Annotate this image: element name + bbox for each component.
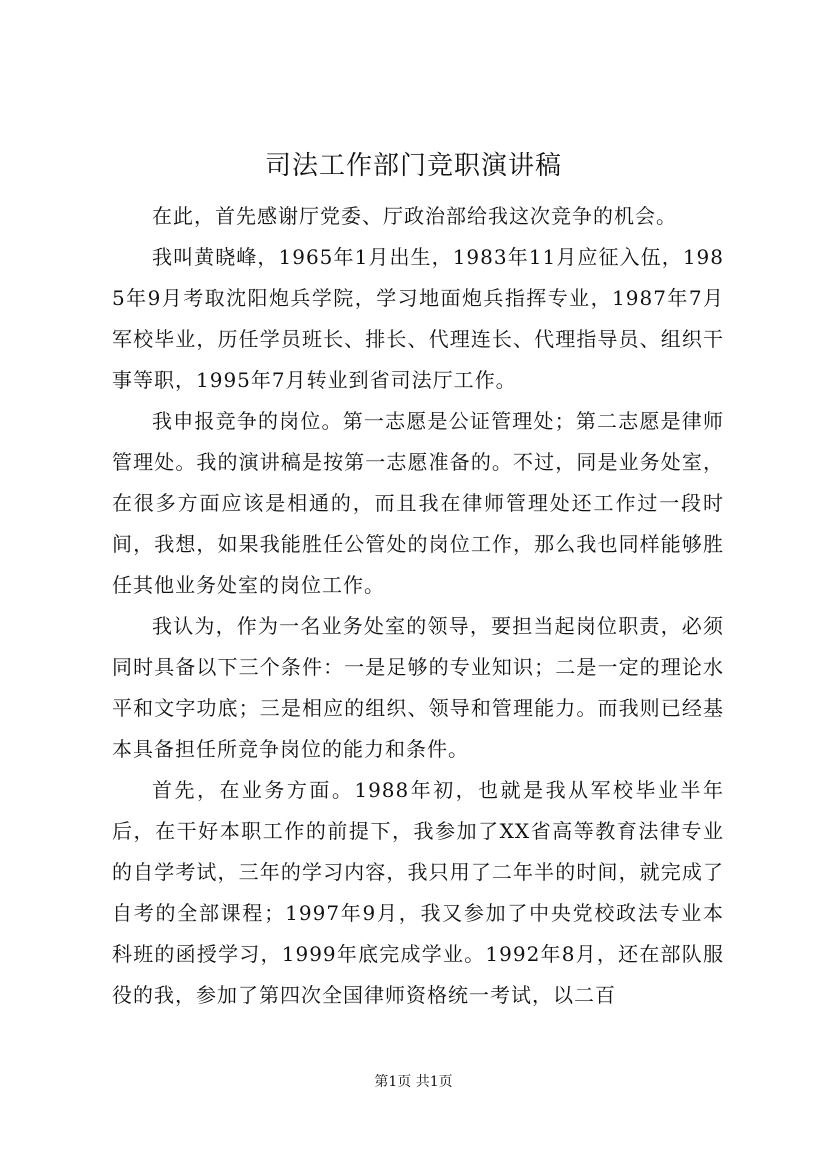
paragraph-1: 在此，首先感谢厅党委、厅政治部给我这次竞争的机会。 xyxy=(152,204,677,228)
document-title: 司法工作部门竞职演讲稿 xyxy=(264,151,562,181)
paragraph-5: 首先，在业务方面。1988年初，也就是我从军校毕业半年后，在干好本职工作的前提下，我参加了XX省高等教育法律专业的自学考试，三年的学习内容，我只用了二年半的时间，就完成了自考的全部课程；1997年9月，我又参加了中央党校政法专业本科班的函授学习，1999年底完成学业。1992年8月，还在部队服役的我，参加了第四次全国律师资格统一考试，以二百 xyxy=(112,778,724,1007)
paragraph-2: 我叫黄晓峰，1965年1月出生，1983年11月应征入伍，1985年9月考取沈阳炮兵学院，学习地面炮兵指挥专业，1987年7月军校毕业，历任学员班长、排长、代理连长、代理指导员、组织干事等职，1995年7月转业到省司法厅工作。 xyxy=(112,245,724,392)
paragraph-4: 我认为，作为一名业务处室的领导，要担当起岗位职责，必须同时具备以下三个条件：一是足够的专业知识；二是一定的理论水平和文字功底；三是相应的组织、领导和管理能力。而我则已经基本具备担任所竞争岗位的能力和条件。 xyxy=(112,614,724,761)
document-body xyxy=(112,196,724,1016)
page-footer: 第1页 共1页 xyxy=(374,1074,453,1090)
paragraph-3: 我申报竞争的岗位。第一志愿是公证管理处；第二志愿是律师管理处。我的演讲稿是按第一志愿准备的。不过，同是业务处室，在很多方面应该是相通的，而且我在律师管理处还工作过一段时间，我想，如果我能胜任公管处的岗位工作，那么我也同样能够胜任其他业务处室的岗位工作。 xyxy=(112,409,724,597)
